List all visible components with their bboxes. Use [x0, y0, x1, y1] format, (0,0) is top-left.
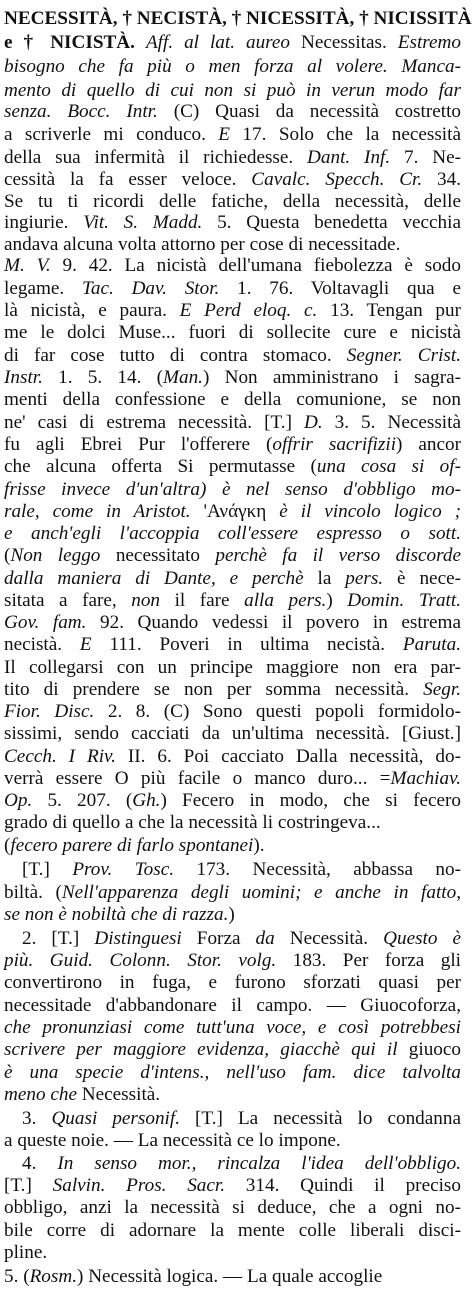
italic-text: D. [303, 412, 335, 433]
text-run: che alcuna offerta Si permutasse ( [4, 456, 317, 477]
text-run: pline. [4, 1242, 48, 1263]
entry-text-line [4, 387, 461, 413]
italic-text: E Perd eloq. c. [179, 300, 331, 321]
italic-text: Op. [4, 790, 48, 811]
text-run: [T.] [22, 859, 73, 880]
italic-text: E [79, 634, 110, 655]
entry-text-line [4, 721, 461, 747]
entry-text-line [4, 253, 461, 279]
text-run: 3. 5. Necessità [334, 412, 461, 433]
italic-text: Segner. Crist. [346, 345, 461, 366]
entry-text-line [4, 632, 461, 658]
italic-text: Segr. [423, 679, 461, 700]
italic-text: offrir sacrifizii [272, 434, 397, 455]
italic-text: una cosa si of- [316, 456, 461, 477]
text-run: 5. Questa benedetta vecchia [217, 212, 461, 233]
italic-text: Non leggo [10, 545, 116, 566]
text-run: menti della confessione e della comunione, se non [4, 389, 461, 410]
italic-text: Nell'apparenza degli uomini; e anche in fatto, [61, 882, 461, 903]
text-run: il fare [174, 590, 245, 611]
entry-text-line [4, 810, 461, 836]
italic-text: Salvin. Pros. Sacr. [52, 1175, 246, 1196]
italic-text: dalla maniera di Dante, e perchè [4, 568, 318, 589]
text-run: 92. Quando vedessi il povero in estrema [100, 612, 461, 633]
text-run: (C) Quasi da necessità costretto [173, 101, 461, 122]
italic-text: Vit. S. Madd. [83, 212, 218, 233]
italic-text: senza. Bocc. Intr. [4, 101, 174, 122]
text-run: ne' casi di estrema necessità. [T.] [4, 412, 304, 433]
entry-text-line [4, 99, 461, 125]
italic-text: Domin. Tratt. [347, 590, 461, 611]
italic-text: Aff. al lat. aureo [145, 32, 301, 53]
text-run: ). [253, 835, 265, 856]
entry-text-line [22, 857, 461, 883]
text-run: ( [4, 545, 11, 566]
text-run: 314. Quindi il preciso [245, 1175, 461, 1196]
italic-text: Prov. Tosc. [72, 859, 197, 880]
text-run: Se tu ti ricordi delle fatiche, della necessità, delle [4, 191, 461, 212]
text-run: Forza [196, 928, 256, 949]
text-run: 2. [T.] [22, 928, 95, 949]
italic-text: rale, come in Aristot. [4, 501, 204, 522]
italic-text: Fior. Disc. [4, 701, 108, 722]
text-run: ) Fecero in modo, che si fecero [160, 790, 462, 811]
italic-text: meno che [4, 1084, 82, 1105]
text-run: sitata a fare, [4, 590, 132, 611]
text-run: 111. Poveri in ultima necistà. [109, 634, 403, 655]
text-run: biltà. ( [4, 882, 62, 903]
text-run: ) ancor [396, 434, 462, 455]
text-run: fu agli Ebrei Pur l'offerere ( [4, 434, 273, 455]
italic-text: perchè fa il verso discorde [215, 545, 461, 566]
text-run: 4. [22, 1153, 58, 1174]
italic-text: se non è nobiltà che di razza. [4, 904, 229, 925]
entry-text-line [4, 320, 461, 346]
text-run: [T.] [4, 1175, 53, 1196]
text-run: Il collegarsi con un principe maggiore non era par- [4, 657, 461, 678]
text-run: andava alcuna volta attorno per cose di necessitade. [4, 234, 401, 255]
italic-text: Instr. [4, 367, 59, 388]
italic-text: In senso mor., rincalza l'idea dell'obbligo. [57, 1153, 462, 1174]
italic-text: Distinguesi [94, 928, 197, 949]
entry-text-line [4, 970, 461, 996]
entry-text-line [4, 1128, 461, 1154]
italic-text: Estremo [397, 32, 461, 53]
text-run: Necessità. [289, 928, 384, 949]
italic-text: mento di quello di cui non si può in verun modo far [4, 80, 461, 101]
text-run: di far cose tutto di contra stomaco. [4, 345, 347, 366]
italic-text: Dant. Inf. [307, 147, 404, 168]
text-run: 183. Per forza gli [292, 950, 461, 971]
text-run: ingiurie. [4, 212, 84, 233]
text-run: ) [228, 904, 235, 925]
entry-text-line [4, 1264, 461, 1290]
entry-text-line [4, 30, 461, 56]
text-run: Necessitas. [301, 32, 398, 53]
text-run: della sua infermità il richiedesse. [4, 147, 308, 168]
italic-text: Rosm. [29, 1266, 78, 1287]
text-run: legame. [4, 278, 82, 299]
text-run: 5. 207. ( [47, 790, 133, 811]
entry-text-line [4, 454, 461, 480]
italic-text: Man. [163, 367, 203, 388]
text-run: 173. Necessità, abbassa no- [196, 859, 461, 880]
headword-text: e † NICISTÀ. [4, 32, 146, 53]
italic-text: da [255, 928, 290, 949]
italic-text: frisse invece d'un'altra) è nel senso d'obbligo mo- [4, 479, 461, 500]
text-run: ) Non amministrano i sagra- [202, 367, 462, 388]
text-run: 1. 76. Voltavagli qua e [237, 278, 461, 299]
entry-text-line [4, 1240, 461, 1266]
text-run: è nece- [397, 568, 461, 589]
text-run: 17. Solo che la necessità [242, 124, 461, 145]
italic-text: E [218, 124, 243, 145]
text-run: Necessità. [81, 1084, 161, 1105]
entry-text-line [4, 833, 461, 859]
entry-headword-line [4, 6, 472, 32]
italic-text: Tac. Dav. Stor. [81, 278, 238, 299]
italic-text: non [131, 590, 175, 611]
italic-text: M. V. [4, 255, 63, 276]
italic-text: pers. [345, 568, 398, 589]
text-run: me le dolci Muse... fuori di sollecite cure e nicistà [4, 322, 461, 343]
text-run: [T.] La necessità lo condanna [195, 1108, 461, 1129]
text-run: 5. ( [4, 1266, 30, 1287]
italic-text: Quasi personif. [51, 1108, 196, 1129]
entry-text-line [4, 1082, 461, 1108]
italic-text: e anch'egli l'accoppia coll'essere espresso o sott. [4, 523, 461, 544]
text-run: grado di quello a che la necessità li costringeva... [4, 812, 381, 833]
entry-text-line [4, 1037, 461, 1063]
text-run: 7. Ne- [404, 147, 461, 168]
italic-text: scrivere per maggiore evidenza, giacchè qui il [4, 1039, 409, 1060]
italic-text: Gov. fam. [4, 612, 100, 633]
text-run: 13. Tengan pur [330, 300, 462, 321]
italic-text: più. Guid. Colonn. Stor. volg. [4, 950, 293, 971]
italic-text: è una specie d'intens., nell'uso fam. dice talvolta [4, 1062, 461, 1083]
italic-text: Cavalc. Specch. Cr. [251, 169, 438, 190]
italic-text: Paruta. [402, 634, 461, 655]
text-run: convertirono in fuga, e furono sforzati quasi per [4, 972, 461, 993]
text-run: ( [4, 835, 11, 856]
text-run: tito di prendere se non per somma necessità. [4, 679, 424, 700]
italic-text: Questo è [383, 928, 462, 949]
text-run: cessità la fa esser veloce. [4, 169, 252, 190]
italic-text: Cecch. I Riv. [4, 746, 128, 767]
text-run: obbligo, anzi la necessità si deduce, che a ogni no- [4, 1197, 461, 1218]
italic-text: Gh. [132, 790, 161, 811]
text-run: II. 6. Poi cacciato Dalla necessità, do- [127, 746, 461, 767]
text-run: 34. [437, 169, 461, 190]
text-run: 9. 42. La nicistà dell'umana fiebolezza è sodo [62, 255, 461, 276]
text-run: 3. [22, 1108, 52, 1129]
text-run: necessitato [115, 545, 216, 566]
italic-text: bisogno che fa più o men forza al volere. Manca- [4, 56, 461, 77]
text-run: 1. 5. 14. ( [58, 367, 163, 388]
text-run: sissimi, sendo cacciati da un'ultima necessità. [Giust.] [4, 723, 461, 744]
text-run: ) [326, 590, 348, 611]
entry-text-line [4, 902, 461, 928]
text-run: ) Necessità logica. — La quale accoglie [77, 1266, 383, 1287]
text-run: necessitade d'abbandonare il campo. — Giuocoforza, [4, 995, 461, 1016]
italic-text: Machiav. [390, 768, 461, 789]
text-run: bile corre di adornare la mente colle liberali disci- [4, 1220, 461, 1241]
entry-text-line [4, 122, 461, 148]
entry-text-line [4, 54, 461, 80]
text-run: giuoco [408, 1039, 461, 1060]
entry-text-line [4, 543, 461, 569]
italic-text: che pronunziasi come tutt'una voce, e così potrebbesi [4, 1017, 461, 1038]
text-run: necistà. [4, 634, 80, 655]
italic-text: fecero parere di farlo spontanei [10, 835, 254, 856]
italic-text: è il vincolo logico ; [279, 501, 461, 522]
entry-text-line [4, 1195, 461, 1221]
italic-text: alla pers. [244, 590, 327, 611]
text-run: 2. 8. (C) Sono questi popoli formidolo- [107, 701, 461, 722]
text-run: 'Ανάγκη [203, 501, 280, 522]
text-run: la [317, 568, 346, 589]
headword-text: NECESSITÀ, † NECISTÀ, † NICESSITÀ, † NICISSITÀ [4, 8, 472, 29]
text-run: a scriverle mi conduco. [4, 124, 219, 145]
text-run: là nicistà, e paura. [4, 300, 180, 321]
text-run: verrà essere O più facile o manco duro... = [4, 768, 391, 789]
text-run: a queste noie. — La necessità ce lo impone. [4, 1130, 341, 1151]
